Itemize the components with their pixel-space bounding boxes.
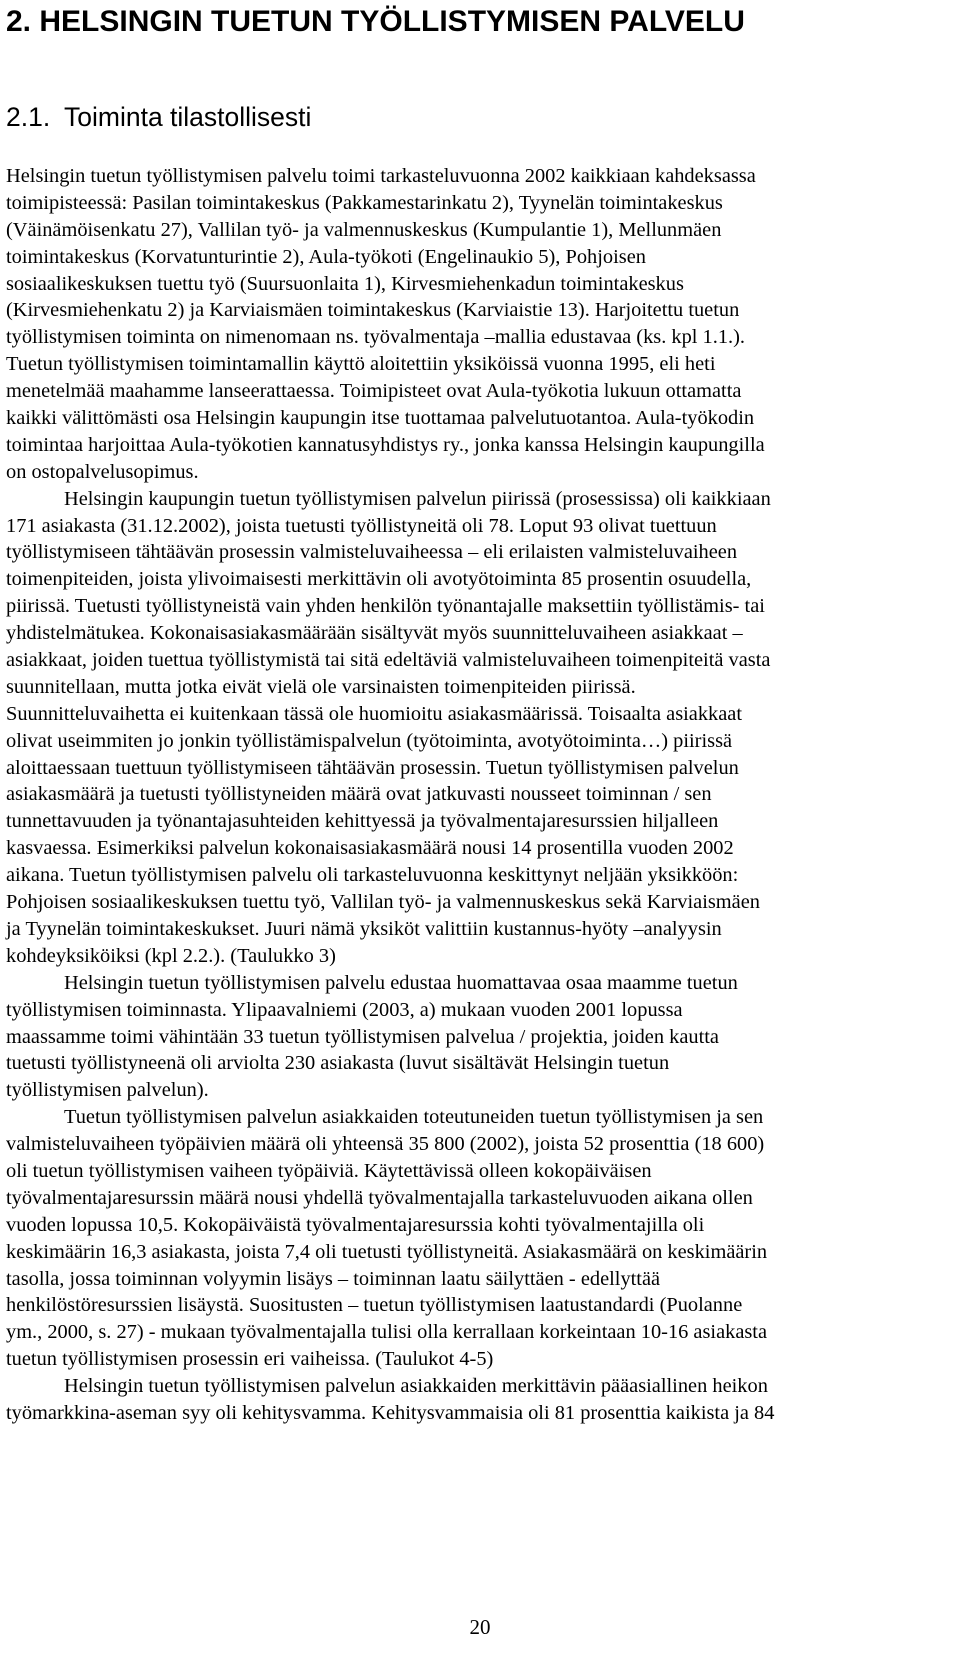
text-line: (Kirvesmiehenkatu 2) ja Karviaismäen toimintakeskus (Karviaistie 13). Harjoitettu tuetun bbox=[6, 299, 740, 322]
text-line: aikana. Tuetun työllistymisen palvelu oli tarkasteluvuonna keskittynyt neljään yksikköön: bbox=[6, 864, 739, 887]
page-number: 20 bbox=[469, 1615, 491, 1639]
text-line: sosiaalikeskuksen tuettu työ (Suursuonlaita 1), Kirvesmiehenkadun toimintakeskus bbox=[6, 272, 684, 295]
text-line: kohdeyksiköiksi (kpl 2.2.). (Taulukko 3) bbox=[6, 944, 336, 967]
text-line: työmarkkina-aseman syy oli kehitysvamma. Kehitysvammaisia oli 81 prosenttia kaikista ja 84 bbox=[6, 1401, 775, 1424]
text-line: tasolla, jossa toiminnan volyymin lisäys – toiminnan laatu säilyttäen - edellyttää bbox=[6, 1267, 661, 1290]
text-line: keskimäärin 16,3 asiakasta, joista 7,4 oli tuetusti työllistyneitä. Asiakasmäärä on keskimäärin bbox=[6, 1240, 768, 1263]
text-line: kaikki välittömästi osa Helsingin kaupungin itse tuottamaa palvelutuotantoa. Aula-työkodin bbox=[6, 407, 755, 430]
text-line: työllistymisen toiminnasta. Ylipaavalniemi (2003, a) mukaan vuoden 2001 lopussa bbox=[6, 998, 683, 1021]
text-line: toimintaa harjoittaa Aula-työkotien kannatusyhdistys ry., jonka kanssa Helsingin kaupungilla bbox=[6, 433, 765, 456]
text-line: suunnitellaan, mutta jotka eivät vielä ole varsinaisten toimenpiteiden piirissä. bbox=[6, 675, 636, 698]
text-line: (Väinämöisenkatu 27), Vallilan työ- ja valmennuskeskus (Kumpulantie 1), Mellunmäen bbox=[6, 218, 722, 241]
section-heading bbox=[6, 100, 311, 134]
text-line: tuetun työllistymisen prosessin eri vaiheissa. (Taulukot 4-5) bbox=[6, 1348, 494, 1371]
text-line: toimenpiteiden, joista ylivoimaisesti merkittävin oli avotyötoiminta 85 prosentin osuudella, bbox=[6, 568, 752, 591]
text-line: valmisteluvaiheen työpäivien määrä oli yhteensä 35 800 (2002), joista 52 prosenttia (18 600) bbox=[6, 1133, 765, 1156]
text-line: piirissä. Tuetusti työllistyneistä vain yhden henkilön työnantajalle maksettiin työllistämis- tai bbox=[6, 595, 765, 618]
text-line: Helsingin tuetun työllistymisen palvelu toimi tarkasteluvuonna 2002 kaikkiaan kahdeksassa bbox=[6, 165, 756, 187]
text-line: Tuetun työllistymisen toimintamallin käyttö aloitettiin yksiköissä vuonna 1995, eli heti bbox=[6, 353, 716, 376]
text-line: Helsingin tuetun työllistymisen palvelu edustaa huomattavaa osaa maamme tuetun bbox=[64, 971, 738, 994]
text-line: Pohjoisen sosiaalikeskuksen tuettu työ, Vallilan työ- ja valmennuskeskus sekä Karviaismäen bbox=[6, 891, 760, 914]
section-title: Toiminta tilastollisesti bbox=[64, 102, 312, 132]
text-line: Suunnitteluvaihetta ei kuitenkaan tässä ole huomioitu asiakasmäärissä. Toisaalta asiakkaat bbox=[6, 702, 743, 725]
text-line: maassamme toimi vähintään 33 tuetun työllistymisen palvelua / projektia, joiden kautta bbox=[6, 1025, 719, 1048]
chapter-heading: 2. HELSINGIN TUETUN TYÖLLISTYMISEN PALVELU bbox=[6, 5, 745, 38]
text-line: asiakkaat, joiden tuettua työllistymistä tai sitä edeltäviä valmisteluvaiheen toimenpiteitä vasta bbox=[6, 649, 771, 672]
text-line: Helsingin tuetun työllistymisen palvelun asiakkaiden merkittävin pääasiallinen heikon bbox=[64, 1375, 768, 1398]
text-line: ja Tyynelän toimintakeskukset. Juuri nämä yksiköt valittiin kustannus-hyöty –analyysin bbox=[6, 917, 722, 940]
text-line: työllistymisen toiminta on nimenomaan ns. työvalmentaja –mallia edustavaa (ks. kpl 1.1.). bbox=[6, 326, 746, 349]
text-line: henkilöstöresurssien lisäystä. Suositusten – tuetun työllistymisen laatustandardi (Puolanne bbox=[6, 1294, 743, 1317]
text-line: ym., 2000, s. 27) - mukaan työvalmentajalla tulisi olla kerrallaan korkeintaan 10-16 asiakasta bbox=[6, 1321, 768, 1344]
text-line: toimintakeskus (Korvatunturintie 2), Aula-työkoti (Engelinaukio 5), Pohjoisen bbox=[6, 245, 646, 268]
text-line: Helsingin kaupungin tuetun työllistymisen palvelun piirissä (prosessissa) oli kaikkiaan bbox=[64, 487, 771, 510]
text-line: 171 asiakasta (31.12.2002), joista tuetusti työllistyneitä oli 78. Loput 93 olivat tuettuun bbox=[6, 514, 717, 537]
text-line: kasvaessa. Esimerkiksi palvelun kokonaisasiakasmäärä nousi 14 prosentilla vuoden 2002 bbox=[6, 837, 734, 860]
text-line: vuoden lopussa 10,5. Kokopäiväistä työvalmentajaresurssia kohti työvalmentajilla oli bbox=[6, 1213, 705, 1236]
text-line: tunnettavuuden ja työnantajasuhteiden kehittyessä ja työvalmentajaresurssien hiljalleen bbox=[6, 810, 719, 833]
text-line: aloittaessaan tuettuun työllistymiseen tähtäävän prosessin. Tuetun työllistymisen palvelun bbox=[6, 756, 739, 779]
text-line: työvalmentajaresurssin määrä nousi yhdellä työvalmentajalla tarkasteluvuoden aikana ollen bbox=[6, 1186, 753, 1209]
text-line: työllistymisen palvelun). bbox=[6, 1079, 209, 1102]
text-line: tuetusti työllistyneenä oli arviolta 230 asiakasta (luvut sisältävät Helsingin tuetun bbox=[6, 1052, 670, 1075]
text-line: menetelmää maahamme lanseerattaessa. Toimipisteet ovat Aula-työkotia lukuun ottamatta bbox=[6, 380, 742, 403]
text-line: on ostopalvelusopimus. bbox=[6, 460, 199, 483]
text-line: Tuetun työllistymisen palvelun asiakkaiden toteutuneiden tuetun työllistymisen ja sen bbox=[64, 1106, 764, 1129]
section-number: 2.1. bbox=[6, 102, 51, 132]
text-line: asiakasmäärä ja tuetusti työllistyneiden määrä ovat jatkuvasti nousseet toiminnan / sen bbox=[6, 783, 712, 806]
body-text bbox=[6, 163, 956, 1427]
text-line: olivat useimmiten jo jonkin työllistämispalvelun (työtoiminta, avotyötoiminta…) piirissä bbox=[6, 729, 733, 752]
text-line: työllistymiseen tähtäävän prosessin valmisteluvaiheessa – eli erilaisten valmisteluvaiheen bbox=[6, 541, 738, 564]
text-line: toimipisteessä: Pasilan toimintakeskus (Pakkamestarinkatu 2), Tyynelän toimintakeskus bbox=[6, 191, 723, 214]
text-line: oli tuetun työllistymisen vaiheen työpäiviä. Käytettävissä olleen kokopäiväisen bbox=[6, 1159, 652, 1182]
text-line: yhdistelmätukea. Kokonaisasiakasmäärään sisältyvät myös suunnitteluvaiheen asiakkaat – bbox=[6, 622, 743, 645]
